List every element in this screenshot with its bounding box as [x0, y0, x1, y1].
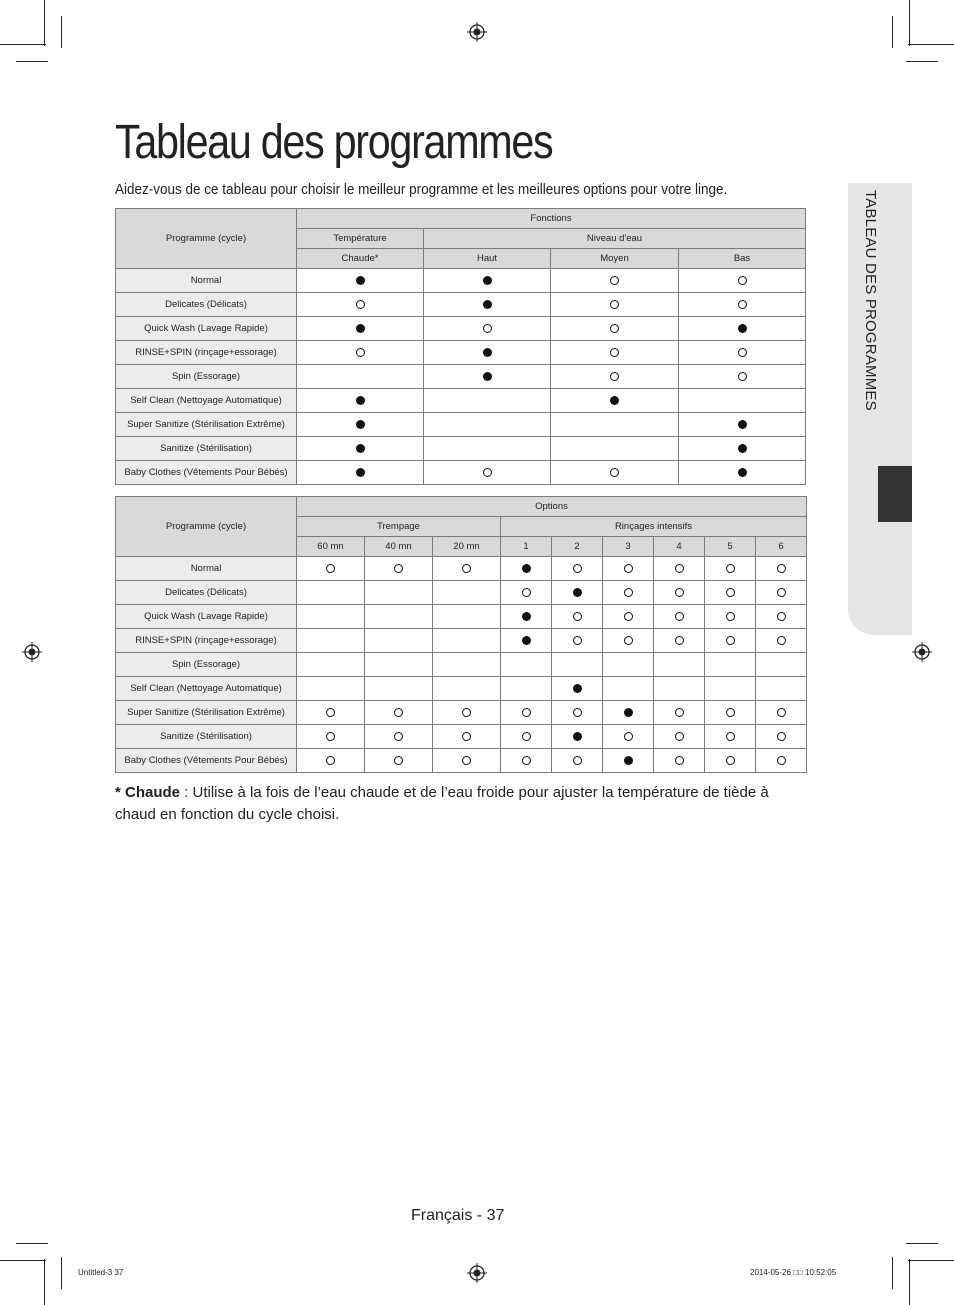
hollow-dot-icon — [326, 732, 335, 741]
option-cell — [297, 317, 424, 341]
program-name: Self Clean (Nettoyage Automatique) — [116, 389, 297, 413]
option-cell — [551, 437, 679, 461]
option-cell — [551, 341, 679, 365]
page-title: Tableau des programmes — [115, 116, 553, 169]
filled-dot-icon — [522, 564, 531, 573]
hollow-dot-icon — [462, 732, 471, 741]
option-cell — [603, 605, 654, 629]
option-cell — [679, 341, 806, 365]
hollow-dot-icon — [675, 636, 684, 645]
option-cell — [705, 581, 756, 605]
crop-mark — [61, 16, 62, 48]
hollow-dot-icon — [326, 756, 335, 765]
option-cell — [679, 413, 806, 437]
program-name: Quick Wash (Lavage Rapide) — [116, 605, 297, 629]
hollow-dot-icon — [610, 276, 619, 285]
group-header: Options — [297, 497, 807, 517]
hollow-dot-icon — [726, 564, 735, 573]
crop-mark — [909, 1259, 910, 1305]
option-cell — [551, 317, 679, 341]
option-cell — [756, 701, 807, 725]
hollow-dot-icon — [522, 756, 531, 765]
option-cell — [297, 581, 365, 605]
hollow-dot-icon — [738, 300, 747, 309]
table-row — [116, 461, 806, 485]
option-cell — [501, 557, 552, 581]
registration-mark-icon — [22, 642, 42, 662]
option-cell — [705, 605, 756, 629]
hollow-dot-icon — [777, 588, 786, 597]
option-cell — [501, 677, 552, 701]
option-cell — [297, 437, 424, 461]
hollow-dot-icon — [624, 588, 633, 597]
hollow-dot-icon — [777, 636, 786, 645]
option-cell — [654, 653, 705, 677]
option-cell — [705, 629, 756, 653]
option-cell — [679, 461, 806, 485]
hollow-dot-icon — [777, 612, 786, 621]
option-cell — [551, 389, 679, 413]
column-header: 1 — [501, 537, 552, 557]
hollow-dot-icon — [675, 612, 684, 621]
filled-dot-icon — [573, 732, 582, 741]
page-number: Français - 37 — [411, 1207, 505, 1224]
option-cell — [603, 701, 654, 725]
crop-mark — [892, 16, 893, 48]
option-cell — [756, 557, 807, 581]
program-name: Spin (Essorage) — [116, 653, 297, 677]
footnote-star: * Chaude — [115, 784, 181, 801]
option-cell — [365, 557, 433, 581]
option-cell — [424, 389, 551, 413]
crop-mark — [892, 1257, 893, 1289]
program-name: Sanitize (Stérilisation) — [116, 725, 297, 749]
table-row — [116, 701, 807, 725]
program-name: Super Sanitize (Stérilisation Extrême) — [116, 701, 297, 725]
hollow-dot-icon — [610, 348, 619, 357]
footnote — [115, 782, 805, 826]
crop-mark — [44, 0, 45, 46]
option-cell — [551, 293, 679, 317]
filled-dot-icon — [738, 420, 747, 429]
option-cell — [501, 725, 552, 749]
option-cell — [552, 701, 603, 725]
option-cell — [552, 653, 603, 677]
program-name: RINSE+SPIN (rinçage+essorage) — [116, 629, 297, 653]
options-table — [115, 496, 807, 773]
option-cell — [424, 269, 551, 293]
table-row — [116, 677, 807, 701]
hollow-dot-icon — [356, 348, 365, 357]
column-header: 60 mn — [297, 537, 365, 557]
filled-dot-icon — [356, 324, 365, 333]
hollow-dot-icon — [356, 300, 365, 309]
table-row — [116, 557, 807, 581]
option-cell — [552, 725, 603, 749]
program-name: RINSE+SPIN (rinçage+essorage) — [116, 341, 297, 365]
hollow-dot-icon — [675, 732, 684, 741]
hollow-dot-icon — [573, 564, 582, 573]
table-row — [116, 293, 806, 317]
filled-dot-icon — [738, 444, 747, 453]
hollow-dot-icon — [624, 612, 633, 621]
hollow-dot-icon — [726, 756, 735, 765]
option-cell — [552, 581, 603, 605]
hollow-dot-icon — [394, 756, 403, 765]
filled-dot-icon — [522, 612, 531, 621]
crop-mark — [0, 44, 46, 45]
column-header: Moyen — [551, 249, 679, 269]
option-cell — [654, 557, 705, 581]
filled-dot-icon — [573, 588, 582, 597]
option-cell — [297, 269, 424, 293]
filled-dot-icon — [356, 468, 365, 477]
option-cell — [501, 581, 552, 605]
crop-mark — [906, 1243, 938, 1244]
table-body — [116, 557, 807, 773]
sub-header: Niveau d'eau — [424, 229, 806, 249]
option-cell — [679, 389, 806, 413]
hollow-dot-icon — [483, 468, 492, 477]
hollow-dot-icon — [610, 468, 619, 477]
option-cell — [433, 725, 501, 749]
hollow-dot-icon — [394, 564, 403, 573]
option-cell — [297, 725, 365, 749]
option-cell — [705, 749, 756, 773]
option-cell — [433, 749, 501, 773]
hollow-dot-icon — [675, 588, 684, 597]
option-cell — [603, 749, 654, 773]
option-cell — [603, 581, 654, 605]
option-cell — [756, 677, 807, 701]
hollow-dot-icon — [573, 612, 582, 621]
table-row — [116, 437, 806, 461]
option-cell — [297, 389, 424, 413]
option-cell — [552, 557, 603, 581]
hollow-dot-icon — [483, 324, 492, 333]
column-header: 3 — [603, 537, 654, 557]
filled-dot-icon — [624, 756, 633, 765]
option-cell — [424, 413, 551, 437]
option-cell — [603, 557, 654, 581]
option-cell — [679, 317, 806, 341]
hollow-dot-icon — [726, 612, 735, 621]
table-row — [116, 605, 807, 629]
hollow-dot-icon — [675, 756, 684, 765]
filled-dot-icon — [356, 420, 365, 429]
table-row — [116, 725, 807, 749]
option-cell — [552, 629, 603, 653]
option-cell — [679, 437, 806, 461]
hollow-dot-icon — [573, 756, 582, 765]
option-cell — [433, 701, 501, 725]
program-name: Delicates (Délicats) — [116, 293, 297, 317]
option-cell — [297, 677, 365, 701]
option-cell — [654, 701, 705, 725]
hollow-dot-icon — [624, 636, 633, 645]
option-cell — [365, 677, 433, 701]
program-name: Self Clean (Nettoyage Automatique) — [116, 677, 297, 701]
column-header: 20 mn — [433, 537, 501, 557]
hollow-dot-icon — [462, 708, 471, 717]
option-cell — [297, 629, 365, 653]
option-cell — [424, 341, 551, 365]
registration-mark-icon — [912, 642, 932, 662]
option-cell — [756, 653, 807, 677]
filled-dot-icon — [624, 708, 633, 717]
table-row — [116, 341, 806, 365]
option-cell — [424, 317, 551, 341]
hollow-dot-icon — [726, 588, 735, 597]
option-cell — [603, 725, 654, 749]
hollow-dot-icon — [777, 756, 786, 765]
option-cell — [297, 557, 365, 581]
hollow-dot-icon — [610, 324, 619, 333]
option-cell — [756, 605, 807, 629]
option-cell — [424, 437, 551, 461]
option-cell — [705, 557, 756, 581]
program-name: Sanitize (Stérilisation) — [116, 437, 297, 461]
option-cell — [424, 461, 551, 485]
column-header: 5 — [705, 537, 756, 557]
program-name: Spin (Essorage) — [116, 365, 297, 389]
filled-dot-icon — [522, 636, 531, 645]
option-cell — [433, 653, 501, 677]
program-name: Delicates (Délicats) — [116, 581, 297, 605]
option-cell — [297, 701, 365, 725]
option-cell — [603, 629, 654, 653]
program-name: Quick Wash (Lavage Rapide) — [116, 317, 297, 341]
filled-dot-icon — [573, 684, 582, 693]
program-name: Baby Clothes (Vêtements Pour Bébés) — [116, 461, 297, 485]
option-cell — [297, 341, 424, 365]
option-cell — [433, 581, 501, 605]
option-cell — [679, 293, 806, 317]
hollow-dot-icon — [522, 732, 531, 741]
column-header: Haut — [424, 249, 551, 269]
hollow-dot-icon — [777, 732, 786, 741]
program-name: Super Sanitize (Stérilisation Extrême) — [116, 413, 297, 437]
registration-mark-icon — [467, 22, 487, 42]
table-row — [116, 317, 806, 341]
option-cell — [365, 605, 433, 629]
crop-mark — [908, 44, 954, 45]
option-cell — [365, 749, 433, 773]
hollow-dot-icon — [675, 564, 684, 573]
sub-header: Rinçages intensifs — [501, 517, 807, 537]
filled-dot-icon — [483, 348, 492, 357]
option-cell — [552, 677, 603, 701]
option-cell — [705, 725, 756, 749]
option-cell — [424, 293, 551, 317]
option-cell — [501, 629, 552, 653]
column-header: 6 — [756, 537, 807, 557]
hollow-dot-icon — [610, 300, 619, 309]
table-row — [116, 389, 806, 413]
table-row — [116, 653, 807, 677]
option-cell — [654, 581, 705, 605]
side-tab-label: TABLEAU DES PROGRAMMES — [862, 190, 879, 411]
option-cell — [501, 653, 552, 677]
option-cell — [433, 557, 501, 581]
hollow-dot-icon — [394, 708, 403, 717]
sub-header: Trempage — [297, 517, 501, 537]
column-header: 4 — [654, 537, 705, 557]
hollow-dot-icon — [726, 732, 735, 741]
hollow-dot-icon — [326, 564, 335, 573]
crop-mark — [16, 1243, 48, 1244]
column-header: 2 — [552, 537, 603, 557]
crop-mark — [16, 61, 48, 62]
option-cell — [297, 413, 424, 437]
option-cell — [433, 677, 501, 701]
sub-header: Température — [297, 229, 424, 249]
hollow-dot-icon — [326, 708, 335, 717]
crop-mark — [906, 61, 938, 62]
program-name: Baby Clothes (Vêtements Pour Bébés) — [116, 749, 297, 773]
option-cell — [551, 269, 679, 293]
filled-dot-icon — [738, 468, 747, 477]
filled-dot-icon — [483, 372, 492, 381]
option-cell — [433, 605, 501, 629]
option-cell — [501, 701, 552, 725]
filled-dot-icon — [356, 396, 365, 405]
column-header: 40 mn — [365, 537, 433, 557]
hollow-dot-icon — [522, 588, 531, 597]
program-name: Normal — [116, 269, 297, 293]
hollow-dot-icon — [738, 372, 747, 381]
table-row — [116, 629, 807, 653]
column-header: Chaude* — [297, 249, 424, 269]
option-cell — [551, 413, 679, 437]
option-cell — [551, 365, 679, 389]
filled-dot-icon — [483, 300, 492, 309]
hollow-dot-icon — [726, 708, 735, 717]
filled-dot-icon — [738, 324, 747, 333]
hollow-dot-icon — [738, 276, 747, 285]
option-cell — [654, 677, 705, 701]
option-cell — [654, 725, 705, 749]
hollow-dot-icon — [726, 636, 735, 645]
crop-mark — [909, 0, 910, 46]
crop-mark — [44, 1259, 45, 1305]
row-header: Programme (cycle) — [116, 497, 297, 557]
table-row — [116, 413, 806, 437]
hollow-dot-icon — [624, 564, 633, 573]
option-cell — [297, 461, 424, 485]
registration-mark-icon — [467, 1263, 487, 1283]
option-cell — [705, 677, 756, 701]
filled-dot-icon — [483, 276, 492, 285]
hollow-dot-icon — [777, 564, 786, 573]
option-cell — [501, 605, 552, 629]
option-cell — [705, 653, 756, 677]
option-cell — [552, 605, 603, 629]
option-cell — [679, 365, 806, 389]
option-cell — [756, 725, 807, 749]
hollow-dot-icon — [675, 708, 684, 717]
option-cell — [365, 653, 433, 677]
option-cell — [365, 629, 433, 653]
option-cell — [297, 605, 365, 629]
crop-mark — [0, 1260, 46, 1261]
option-cell — [654, 629, 705, 653]
hollow-dot-icon — [462, 756, 471, 765]
hollow-dot-icon — [624, 732, 633, 741]
filled-dot-icon — [356, 276, 365, 285]
hollow-dot-icon — [610, 372, 619, 381]
crop-mark — [908, 1260, 954, 1261]
option-cell — [756, 749, 807, 773]
option-cell — [365, 581, 433, 605]
hollow-dot-icon — [777, 708, 786, 717]
table-row — [116, 581, 807, 605]
option-cell — [654, 749, 705, 773]
functions-table — [115, 208, 806, 485]
table-row — [116, 269, 806, 293]
row-header: Programme (cycle) — [116, 209, 297, 269]
hollow-dot-icon — [573, 708, 582, 717]
option-cell — [756, 629, 807, 653]
group-header: Fonctions — [297, 209, 806, 229]
option-cell — [552, 749, 603, 773]
print-slug-left: Untitled-3 37 — [78, 1268, 124, 1277]
option-cell — [433, 629, 501, 653]
option-cell — [365, 701, 433, 725]
table-row — [116, 365, 806, 389]
option-cell — [654, 605, 705, 629]
option-cell — [603, 677, 654, 701]
table-body — [116, 269, 806, 485]
option-cell — [297, 653, 365, 677]
print-slug-right: 2014-05-26 □□ 10:52:05 — [750, 1268, 837, 1277]
filled-dot-icon — [356, 444, 365, 453]
hollow-dot-icon — [462, 564, 471, 573]
option-cell — [705, 701, 756, 725]
option-cell — [756, 581, 807, 605]
option-cell — [424, 365, 551, 389]
hollow-dot-icon — [522, 708, 531, 717]
option-cell — [551, 461, 679, 485]
option-cell — [501, 749, 552, 773]
hollow-dot-icon — [573, 636, 582, 645]
column-header: Bas — [679, 249, 806, 269]
option-cell — [297, 365, 424, 389]
option-cell — [297, 749, 365, 773]
option-cell — [365, 725, 433, 749]
section-marker — [878, 466, 912, 522]
crop-mark — [61, 1257, 62, 1289]
hollow-dot-icon — [738, 348, 747, 357]
hollow-dot-icon — [394, 732, 403, 741]
program-name: Normal — [116, 557, 297, 581]
footnote-text: : Utilise à la fois de l’eau chaude et de l’eau froide pour ajuster la température de tiède à chaud en fonction du cycle choisi. — [115, 784, 769, 823]
option-cell — [679, 269, 806, 293]
option-cell — [603, 653, 654, 677]
table-row — [116, 749, 807, 773]
option-cell — [297, 293, 424, 317]
filled-dot-icon — [610, 396, 619, 405]
intro-text: Aidez-vous de ce tableau pour choisir le meilleur programme et les meilleures options pour votre linge. — [115, 181, 728, 198]
